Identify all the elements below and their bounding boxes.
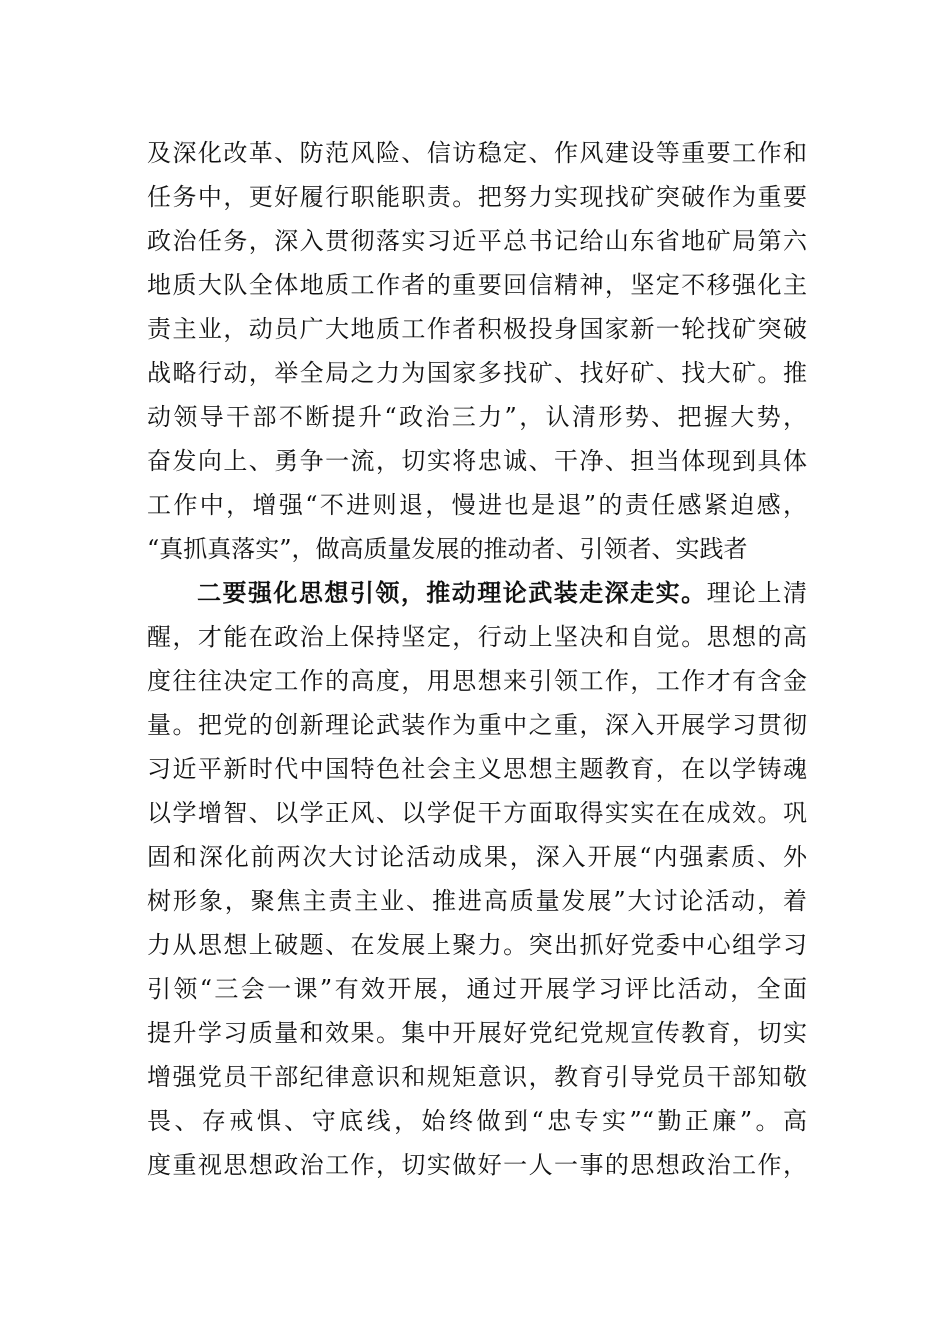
section-heading: 二要强化思想引领，推动理论武装走深走实。 — [197, 578, 707, 607]
paragraph-line: 提升学习质量和效果。集中开展好党纪党规宣传教育，切实 — [147, 1019, 807, 1047]
paragraph-line: 动领导干部不断提升“政治三力”，认清形势、把握大势， — [147, 403, 807, 431]
section-heading-line — [197, 571, 807, 615]
paragraph-line: 奋发向上、勇争一流，切实将忠诚、干净、担当体现到具体 — [147, 447, 807, 475]
paragraph-line: 醒，才能在政治上保持坚定，行动上坚决和自觉。思想的高 — [147, 623, 807, 651]
paragraph-line: 任务中，更好履行职能职责。把努力实现找矿突破作为重要 — [147, 183, 807, 211]
section-heading-continuation: 理论上清 — [706, 579, 807, 607]
paragraph-line: 以学增智、以学正风、以学促干方面取得实实在在成效。巩 — [147, 799, 807, 827]
paragraph-line: 工作中，增强“不进则退，慢进也是退”的责任感紧迫感， — [147, 491, 807, 519]
paragraph-line: 增强党员干部纪律意识和规矩意识，教育引导党员干部知敬 — [147, 1063, 807, 1091]
paragraph-line: 树形象，聚焦主责主业、推进高质量发展”大讨论活动，着 — [147, 887, 807, 915]
paragraph-line: “真抓真落实”，做高质量发展的推动者、引领者、实践者 — [147, 535, 748, 563]
paragraph-line: 度重视思想政治工作，切实做好一人一事的思想政治工作， — [147, 1151, 807, 1179]
paragraph-line: 量。把党的创新理论武装作为重中之重，深入开展学习贯彻 — [147, 711, 807, 739]
paragraph-line: 及深化改革、防范风险、信访稳定、作风建设等重要工作和 — [147, 139, 807, 167]
paragraph-line: 政治任务，深入贯彻落实习近平总书记给山东省地矿局第六 — [147, 227, 807, 255]
paragraph-line: 习近平新时代中国特色社会主义思想主题教育，在以学铸魂 — [147, 755, 807, 783]
paragraph-line: 度往往决定工作的高度，用思想来引领工作，工作才有含金 — [147, 667, 807, 695]
paragraph-line: 地质大队全体地质工作者的重要回信精神，坚定不移强化主 — [147, 271, 807, 299]
paragraph-line: 固和深化前两次大讨论活动成果，深入开展“内强素质、外 — [147, 843, 807, 871]
paragraph-line: 引领“三会一课”有效开展，通过开展学习评比活动，全面 — [147, 975, 807, 1003]
paragraph-line: 责主业，动员广大地质工作者积极投身国家新一轮找矿突破 — [147, 315, 807, 343]
paragraph-line: 力从思想上破题、在发展上聚力。突出抓好党委中心组学习 — [147, 931, 807, 959]
paragraph-line: 畏、存戒惧、守底线，始终做到“忠专实”“勤正廉”。高 — [147, 1107, 807, 1135]
paragraph-line: 战略行动，举全局之力为国家多找矿、找好矿、找大矿。推 — [147, 359, 807, 387]
